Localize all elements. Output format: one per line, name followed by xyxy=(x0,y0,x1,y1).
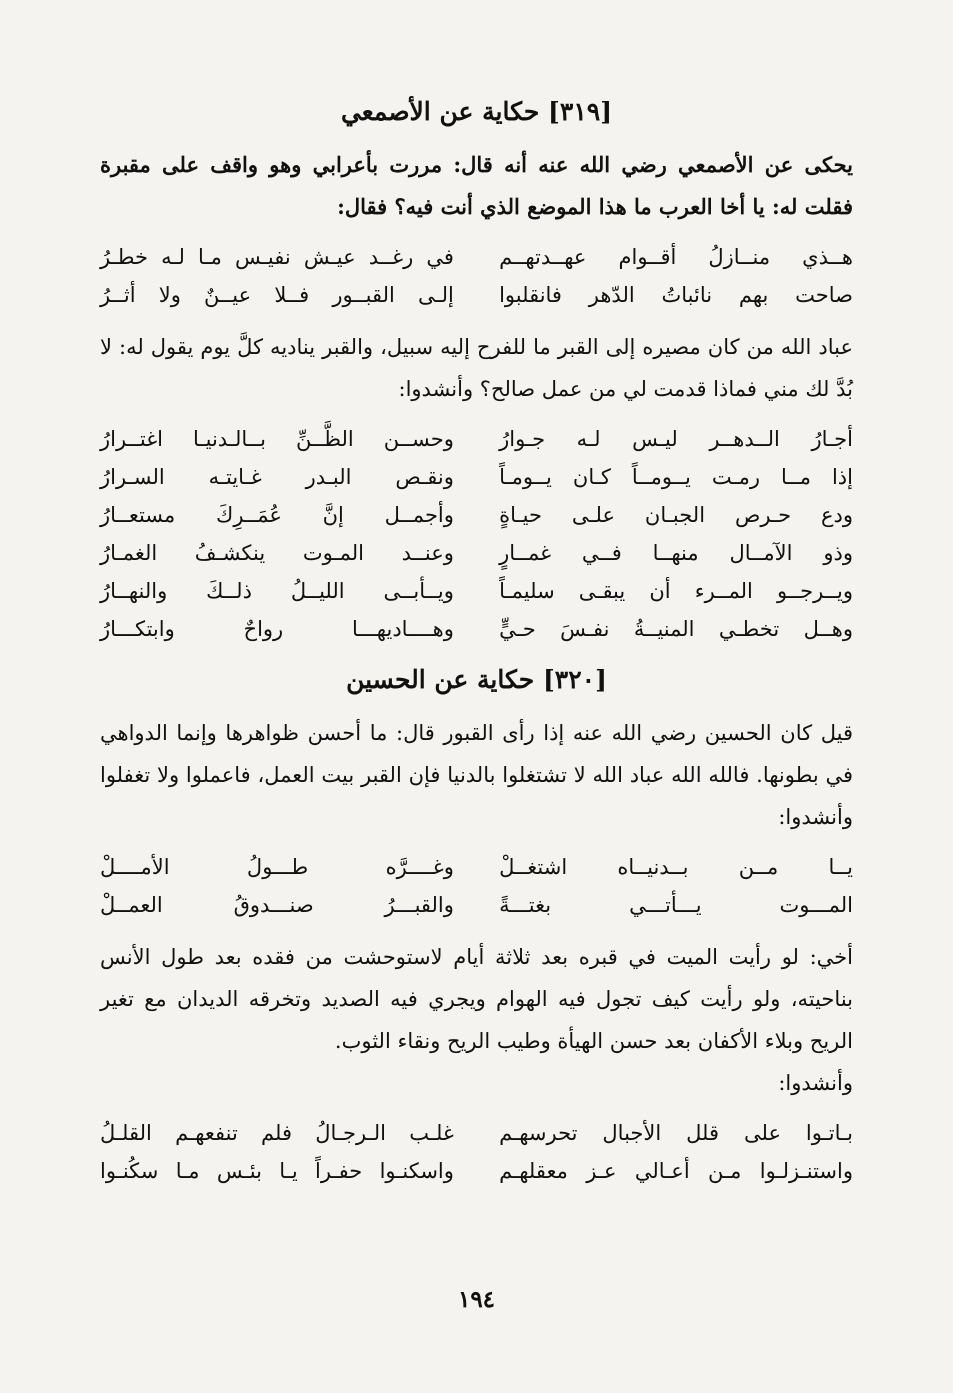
verse xyxy=(100,1114,853,1152)
hemistich-second: وهــــاديهـــا رواحٌ وابتكـــارُ xyxy=(100,617,454,641)
section-heading-320: [٣٢٠] حكاية عن الحسين xyxy=(346,665,607,694)
poem-husayn-1 xyxy=(100,848,853,924)
page-number: ١٩٤ xyxy=(457,1286,496,1313)
verse xyxy=(100,1152,853,1190)
paragraph-akhi: أخي: لو رأيت الميت في قبره بعد ثلاثة أيام لاستوحشت من فقده بعد طول الأنس بناحيته، ولو رأيت كيف تجول فيه الهوام ويجري فيه الصديد وتخرقه الديدان مع تغير الريح وبلاء الأكفان بعد حسن الهيأة وطيب الريح ونقاء الثوب. xyxy=(100,945,853,1053)
hemistich-second: في رغــد عيـش نفيـس مـا لـه خطـرُ xyxy=(100,245,454,269)
hemistich-second: واسكنـوا حفـراً يـا بئـس مـا سكُنـوا xyxy=(100,1159,454,1183)
hemistich-second: وأجمــل إنَّ عُمَــرِكَ مستعــارُ xyxy=(100,503,454,527)
hemistich-first: ودع حـرص الجبـان علـى حيـاةٍ xyxy=(499,503,853,527)
hemistich-second: وعنــد المـوت ينكشـفُ الغمـارُ xyxy=(100,541,454,565)
hemistich-first: إذا مــا رمـت يــومــاً كـان يــومـاً xyxy=(499,465,853,489)
verse xyxy=(100,534,853,572)
poem-asmai-2 xyxy=(100,420,853,648)
paragraph-asmai-intro: يحكى عن الأصمعي رضي الله عنه أنه قال: مررت بأعرابي وهو واقف على مقبرة فقلت له: يا أخا العرب ما هذا الموضع الذي أنت فيه؟ فقال: xyxy=(100,152,853,219)
hemistich-second: وغــــرَّه طـــولُ الأمــــلْ xyxy=(100,855,454,879)
hemistich-first: هــذي منــازلُ أقــوام عهــدتهــم xyxy=(499,245,853,269)
poem-husayn-2 xyxy=(100,1114,853,1190)
hemistich-second: وحســن الظَّــنِّ بــالـدنيـا اغتــرارُ xyxy=(100,427,454,451)
verse xyxy=(100,496,853,534)
poem-asmai-1 xyxy=(100,238,853,314)
verse xyxy=(100,238,853,276)
hemistich-first: وهــل تخطـي المنيــةُ نفـسَ حـيٍّ xyxy=(499,617,853,641)
hemistich-first: أجـارُ الــدهــر ليـس لـه جـوارُ xyxy=(499,427,853,451)
hemistich-second: والقبـــرُ صنـــدوقُ العمــلْ xyxy=(100,893,454,917)
hemistich-first: واستنـزلـوا مـن أعـالي عـز معقلهـم xyxy=(499,1159,853,1183)
paragraph-anshadu: وأنشدوا: xyxy=(778,1071,853,1095)
hemistich-second: إلـى القبــور فــلا عيــنٌ ولا أثــرُ xyxy=(100,283,454,307)
hemistich-first: ويــرجــو المــرء أن يبقـى سليمـاً xyxy=(499,579,853,603)
verse xyxy=(100,886,853,924)
paragraph-ibad-allah: عباد الله من كان مصيره إلى القبر ما للفرح إليه سبيل، والقبر يناديه كلَّ يوم يقول له: لا بُدَّ لك مني فماذا قدمت لي من عمل صالح؟ وأنشدوا: xyxy=(100,335,853,401)
hemistich-second: ونقـص البـدر غـايتـه السـرارُ xyxy=(100,465,454,489)
hemistich-first: يــا مــن بــدنيــاه اشتغــلْ xyxy=(499,855,853,879)
verse xyxy=(100,420,853,458)
hemistich-first: صاحت بهم نائباتُ الدّهر فانقلبوا xyxy=(499,283,853,307)
paragraph-husayn-intro: قيل كان الحسين رضي الله عنه إذا رأى القبور قال: ما أحسن ظواهرها وإنما الدواهي في بطونها. فالله الله عباد الله لا تشتغلوا بالدنيا فإن القبر بيت العمل، فاعملوا ولا تغفلوا وأنشدوا: xyxy=(100,721,853,829)
hemistich-first: وذو الآمــال منهــا فــي غمــارٍ xyxy=(499,541,853,565)
section-heading-319: [٣١٩] حكاية عن الأصمعي xyxy=(340,97,613,126)
hemistich-second: ويــأبــى الليــلُ ذلــكَ والنهــارُ xyxy=(100,579,454,603)
verse xyxy=(100,848,853,886)
verse xyxy=(100,276,853,314)
verse xyxy=(100,572,853,610)
hemistich-first: بـاتـوا على قلل الأجبال تحرسهـم xyxy=(499,1121,853,1145)
verse xyxy=(100,610,853,648)
hemistich-first: المـــوت يـــأتـــي بغتـــةً xyxy=(499,893,853,917)
verse xyxy=(100,458,853,496)
hemistich-second: غلـب الـرجـالُ فلم تنفعهـم القلـلُ xyxy=(100,1121,454,1145)
